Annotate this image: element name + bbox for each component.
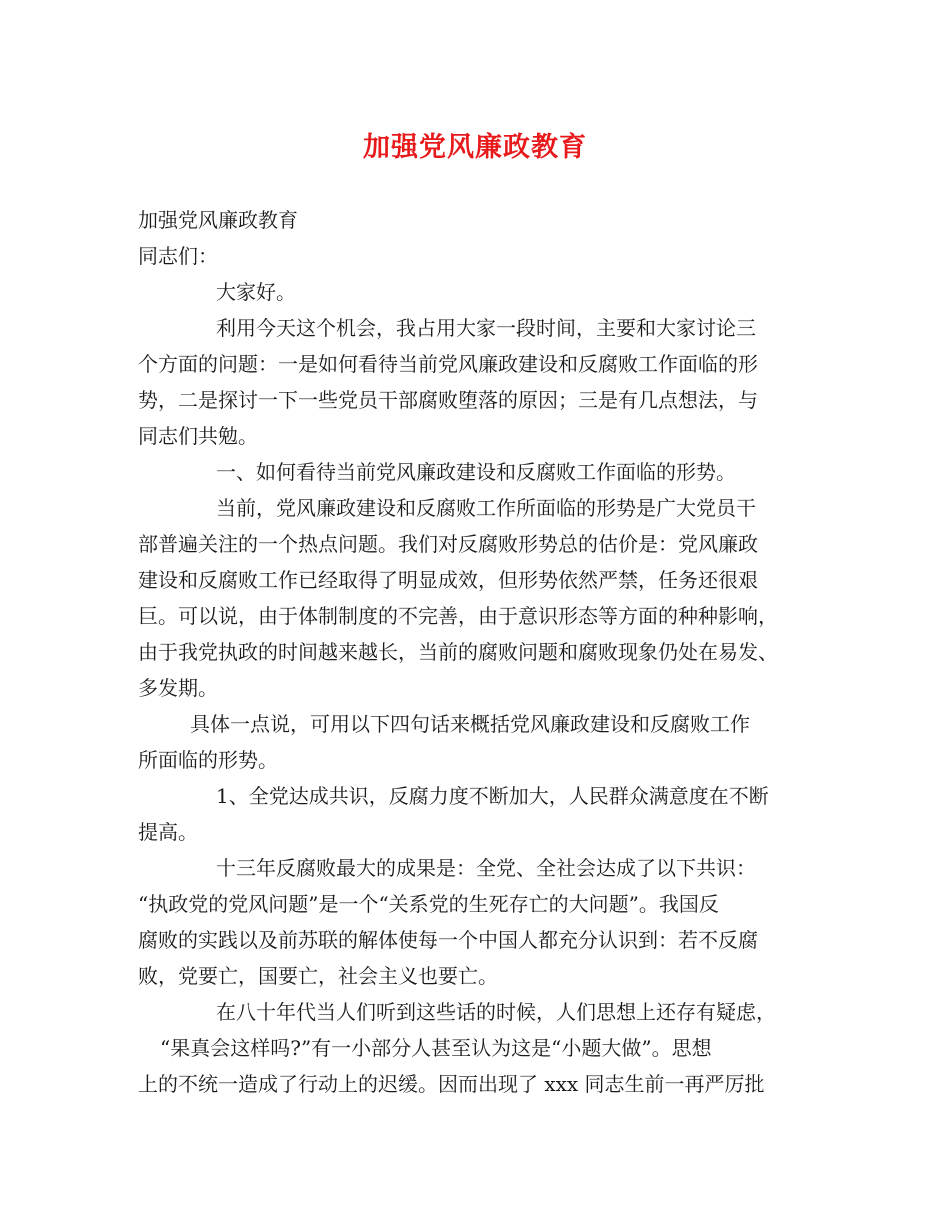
subtitle-line: 加强党风廉政教育 xyxy=(138,208,298,232)
paragraph-line: “执政党的党风问题”是一个“关系党的生死存亡的大问题”。我国反 xyxy=(138,892,719,916)
paragraph-line: 上的不统一造成了行动上的迟缓。因而出现了 xxx 同志生前一再严厉批 xyxy=(138,1072,765,1096)
paragraph-line: 同志们共勉。 xyxy=(138,424,258,448)
paragraph-line: 巨。可以说，由于体制制度的不完善，由于意识形态等方面的种种影响， xyxy=(138,604,778,628)
list-item-heading: 1、全党达成共识，反腐力度不断加大，人民群众满意度在不断 xyxy=(216,784,769,808)
paragraph-line: 利用今天这个机会，我占用大家一段时间，主要和大家讨论三 xyxy=(216,316,756,340)
paragraph-line: 个方面的问题：一是如何看待当前党风廉政建设和反腐败工作面临的形 xyxy=(138,352,758,376)
paragraph-line: 败，党要亡，国要亡，社会主义也要亡。 xyxy=(138,964,498,988)
paragraph-line: 由于我党执政的时间越来越长，当前的腐败问题和腐败现象仍处在易发、 xyxy=(138,640,778,664)
paragraph-line: 建设和反腐败工作已经取得了明显成效，但形势依然严禁，任务还很艰 xyxy=(138,568,758,592)
paragraph-line: 十三年反腐败最大的成果是：全党、全社会达成了以下共识： xyxy=(216,856,756,880)
paragraph-line: 具体一点说，可用以下四句话来概括党风廉政建设和反腐败工作 xyxy=(190,712,750,736)
paragraph-line: 在八十年代当人们听到这些话的时候，人们思想上还存有疑虑， xyxy=(216,1000,776,1024)
paragraph-line: “果真会这样吗?”有一小部分人甚至认为这是“小题大做”。思想 xyxy=(160,1036,712,1060)
paragraph-line: 势，二是探讨一下一些党员干部腐败堕落的原因；三是有几点想法，与 xyxy=(138,388,758,412)
paragraph-line: 多发期。 xyxy=(138,676,218,700)
paragraph-line: 提高。 xyxy=(138,820,198,844)
paragraph-line: 所面临的形势。 xyxy=(138,748,278,772)
document-title: 加强党风廉政教育 xyxy=(363,132,587,163)
greeting-line: 大家好。 xyxy=(216,280,296,304)
paragraph-line: 当前，党风廉政建设和反腐败工作所面临的形势是广大党员干 xyxy=(216,496,756,520)
salutation-line: 同志们： xyxy=(138,244,218,268)
document-body xyxy=(138,202,818,1102)
paragraph-line: 部普遍关注的一个热点问题。我们对反腐败形势总的估价是：党风廉政 xyxy=(138,532,758,556)
section-heading: 一、如何看待当前党风廉政建设和反腐败工作面临的形势。 xyxy=(216,460,736,484)
paragraph-line: 腐败的实践以及前苏联的解体使每一个中国人都充分认识到：若不反腐 xyxy=(138,928,758,952)
